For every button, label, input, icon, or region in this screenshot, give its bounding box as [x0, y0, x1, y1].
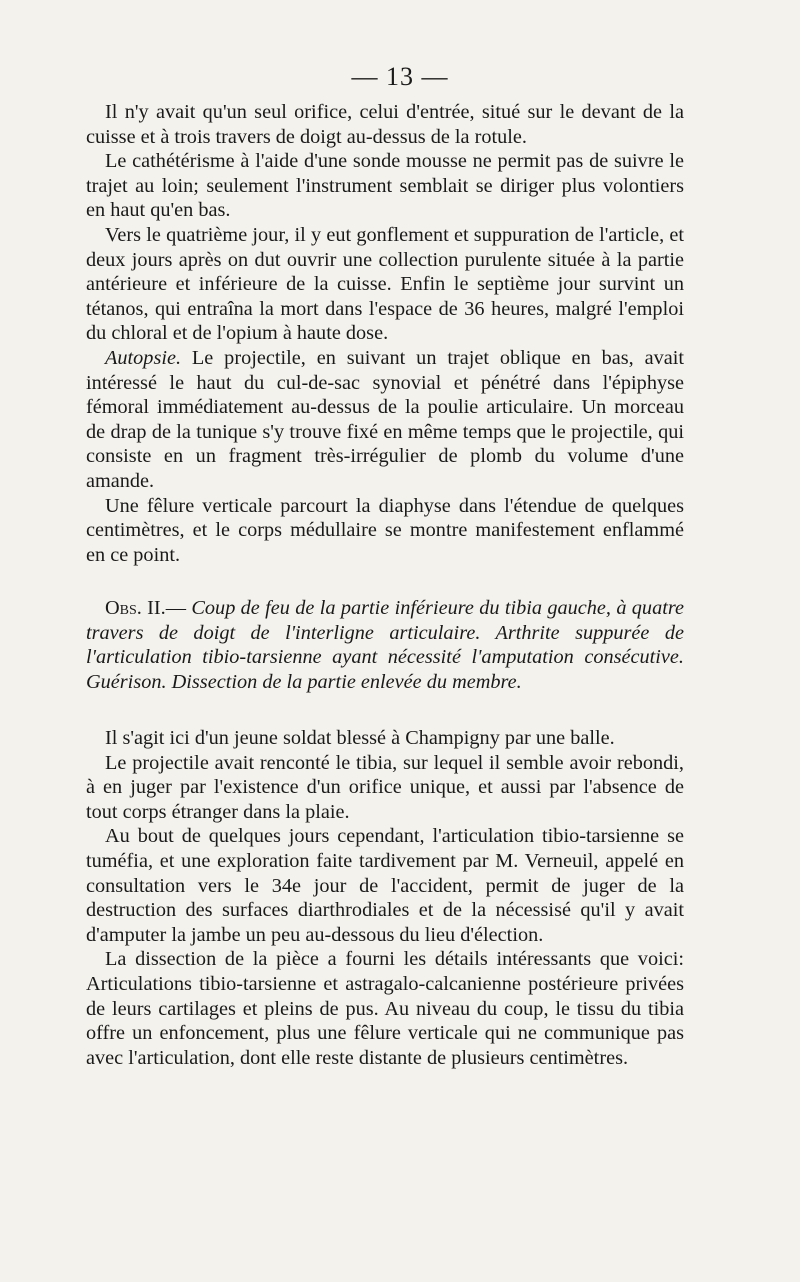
- case-two-text: [86, 726, 684, 1070]
- paragraph: Le projectile avait renconté le tibia, sur lequel il semble avoir rebondi, à en juger par l'existence d'un orifice unique, et aussi par l'absence de tout corps étranger dans la plaie.: [86, 751, 684, 823]
- paragraph: Vers le quatrième jour, il y eut gonflement et suppuration de l'article, et deux jours après on dut ouvrir une collection purulente située à la partie antérieure et inférieure de la cuisse. Enfin le septième jour survint un tétanos, qui entraîna la mort dans l'espace de 36 heures, malgré l'emploi du chloral et de l'opium à haute dose.: [86, 223, 684, 345]
- paragraph: Au bout de quelques jours cependant, l'articulation tibio-tarsienne se tuméfia, et une exploration faite tardivement par M. Verneuil, appelé en consultation vers le 34e jour de l'accident, permit de juger de la destruction des surfaces diarthrodiales et de la nécessisé qu'il y avait d'amputer la jambe un peu au-dessous du lieu d'élection.: [86, 825, 684, 946]
- autopsie-text: Le projectile, en suivant un trajet oblique en bas, avait intéressé le haut du cul-de-sac synovial et pénétré dans l'épiphyse fémoral immédiatement au-dessus de la poulie articulaire. Un morceau de drap de la tunique s'y trouve fixé en même temps que le projectile, qui consiste en un fragment très-irrégulier de plomb du volume d'une amande.: [86, 346, 684, 492]
- paragraph: Il s'agit ici d'un jeune soldat blessé à Champigny par une balle.: [105, 727, 615, 749]
- page-number: — 13 —: [351, 62, 449, 91]
- observation-paragraph: [86, 596, 684, 694]
- case-one-text: [86, 100, 684, 567]
- paragraph: Il n'y avait qu'un seul orifice, celui d'entrée, situé sur le devant de la cuisse et à trois travers de doigt au-dessus de la rotule.: [86, 101, 684, 148]
- paragraph: La dissection de la pièce a fourni les détails intéressants que voici: Articulations tibio-tarsienne et astragalo-calcanienne postérieure privées de leurs cartilages et pleins de pus. Au niveau du coup, le tissu du tibia offre un enfoncement, plus une fêlure verticale qui ne communique pas avec l'articulation, dont elle reste distante de plusieurs centimètres.: [86, 948, 684, 1069]
- observation-heading: [86, 596, 684, 694]
- autopsie-paragraph: [86, 346, 684, 494]
- observation-label: Obs. II.—: [105, 597, 187, 619]
- paragraph: Une fêlure verticale parcourt la diaphyse dans l'étendue de quelques centimètres, et le corps médullaire se montre manifestement enflammé en ce point.: [86, 494, 684, 566]
- autopsie-label: Autopsie.: [105, 346, 182, 369]
- paragraph: Le cathétérisme à l'aide d'une sonde mousse ne permit pas de suivre le trajet au loin; seulement l'instrument semblait se diriger plus volontiers en haut qu'en bas.: [86, 150, 684, 222]
- observation-title: Coup de feu de la partie inférieure du tibia gauche, à quatre travers de doigt de l'interligne articulaire. Arthrite suppurée de l'articulation tibio-tarsienne ayant nécessité l'amputation consécutive. Guérison. Dissection de la partie enlevée du membre.: [86, 597, 684, 693]
